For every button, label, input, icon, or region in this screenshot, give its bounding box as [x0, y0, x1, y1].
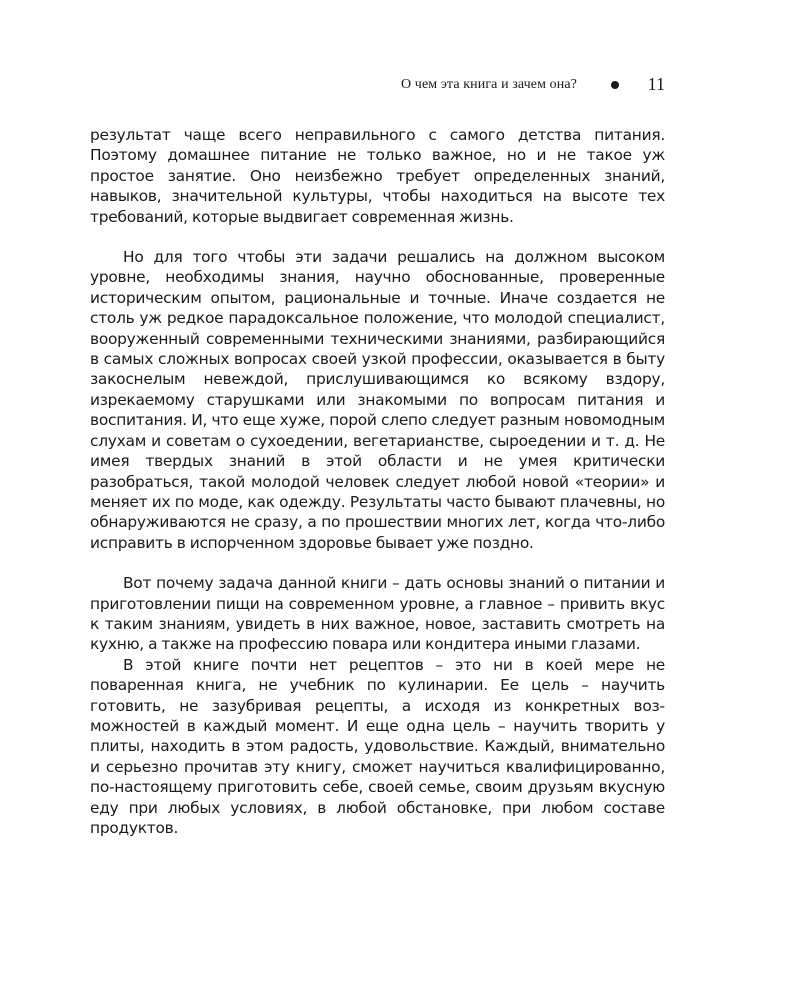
paragraph-4: В этой книге почти нет рецептов – это ни в коей мере не поваренная книга, не учебник по кулинарии. Ее цель – научить готовить, не зазубривая рецепты, а исходя из конкретных возможностей в каждый момент. И еще одна цель – научить творить у плиты, находить в этом радость, удовольствие. Каждый, внимательно и серьезно прочитав эту книгу, сможет научиться квалифицированно, по-настоящему приготовить себе, своей семье, своим друзьям вкусную еду при любых условиях, в любой обстановке, при любом составе продуктов.: [90, 655, 665, 837]
running-head: [90, 74, 665, 96]
paragraph-2: Но для того чтобы эти задачи решались на должном высоком уровне, необходимы знания, научно обоснованные, проверенные историческим опытом, рациональные и точные. Иначе создается не столь уж редкое парадоксальное положение, что молодой специалист, вооруженный современными техническими знаниями, разбирающийся в самых сложных вопросах своей узкой профессии, оказывается в быту закоснелым невеждой, прислушивающимся ко всякому вздору, изрекаемому старушками или знакомыми по вопросам питания и воспитания. И, что еще хуже, порой слепо следует разным новомодным слухам и советам о сухоедении, вегетарианстве, сыроедении и т. д. Не имея твердых знаний в этой области и не умея критически разобраться, такой молодой человек следует любой новой «теории» и меняет их по моде, как одежду. Результаты часто бывают плачевны, но обнаруживаются не сразу, а по прошествии многих лет, когда что-либо исправить в испорченном здоровье бывает уже поздно.: [90, 248, 665, 552]
running-title: О чем эта книга и зачем она?: [401, 77, 577, 92]
paragraph-3: Вот почему задача данной книги – дать основы знаний о питании и приготовлении пищи на современном уровне, а главное – привить вкус к таким знаниям, увидеть в них важное, новое, заставить смотреть на кухню, а также на профессию повара или кондитера иными глазами.: [90, 574, 665, 654]
bullet-separator-icon: [611, 81, 619, 89]
paragraph-1: результат чаще всего неправильного с самого детства питания. Поэтому домашнее питание не только важное, но и не такое уж простое занятие. Оно неизбежно требует определенных знаний, навыков, значительной культуры, чтобы находиться на высоте тех требований, которые выдвигает современная жизнь.: [90, 126, 665, 226]
page-number: 11: [647, 74, 665, 94]
body-text: [90, 125, 665, 838]
